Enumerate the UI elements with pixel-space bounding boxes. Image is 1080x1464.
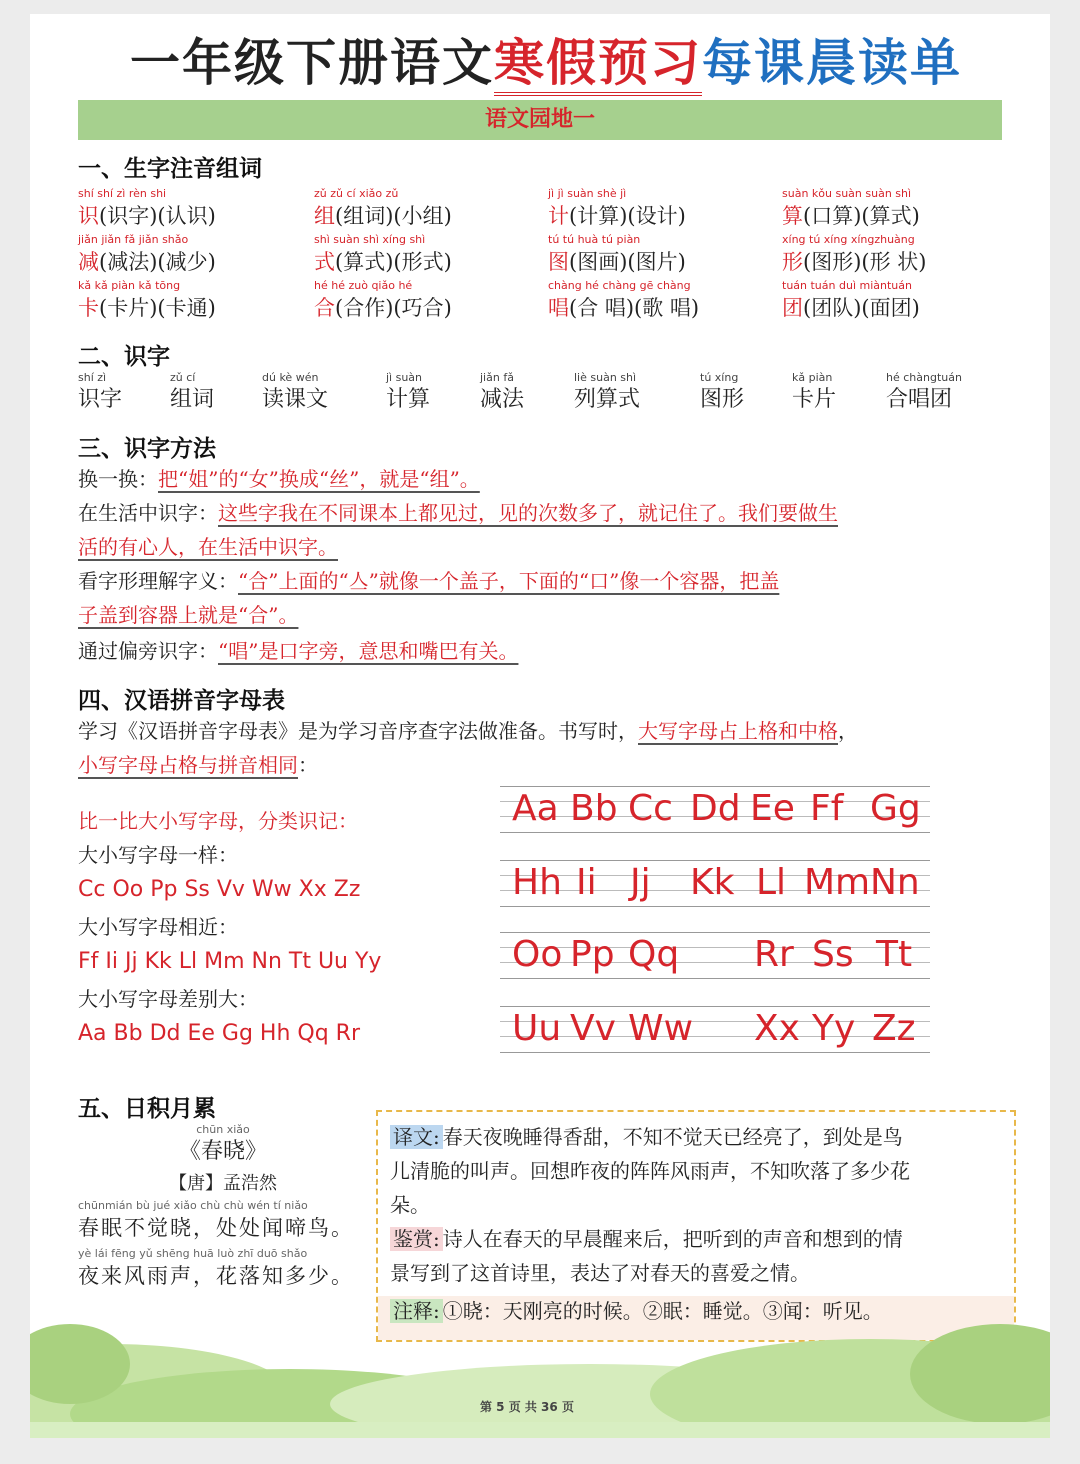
char-words — [782, 202, 920, 230]
char-examples: (识字)(认识) — [99, 204, 216, 228]
word-text: 计算 — [386, 387, 431, 412]
char-main: 识 — [78, 204, 99, 228]
appreciation — [390, 1222, 903, 1256]
poem-line-1 — [78, 1198, 354, 1242]
method-life — [78, 496, 838, 530]
word-pinyin: hé chàngtuán — [886, 371, 962, 384]
poem-line-2-text: 夜来风雨声，花落知多少。 — [78, 1264, 354, 1288]
word-pinyin: tú xíng — [700, 371, 739, 384]
lesson-banner: 语文园地一 — [78, 100, 1002, 140]
near-label: 大小写字母相近： — [78, 915, 238, 939]
char-examples: (卡片)(卡通) — [99, 296, 216, 320]
char-cell — [314, 232, 452, 276]
alphabet-letter-pair: Xx — [754, 1008, 800, 1049]
char-words — [548, 202, 686, 230]
grid-line — [500, 962, 930, 963]
char-main: 算 — [782, 204, 803, 228]
poem-line-1-pinyin: chūnmián bù jué xiǎo chù chù wén tí niǎo — [78, 1199, 308, 1212]
char-main: 唱 — [548, 296, 569, 320]
word-text: 减法 — [480, 387, 525, 412]
alphabet-letter-pair: Pp — [570, 934, 615, 975]
char-cell — [314, 278, 452, 322]
alphabet-letter-pair: Rr — [754, 934, 794, 975]
char-words — [314, 248, 452, 276]
char-pinyin: tú tú huà tú piàn — [548, 233, 641, 246]
section-2-heading: 二、识字 — [78, 344, 170, 370]
section-3-heading: 三、识字方法 — [78, 436, 216, 462]
char-main: 计 — [548, 204, 569, 228]
appreciation-line-2: 景写到了这首诗里，表达了对春天的喜爱之情。 — [390, 1261, 810, 1285]
char-examples: (口算)(算式) — [803, 204, 920, 228]
char-words — [548, 248, 686, 276]
word-item — [700, 370, 744, 414]
alphabet-letter-pair: Ww — [628, 1008, 694, 1049]
word-pinyin: shí zì — [78, 371, 107, 384]
alphabet-letter-pair: Ff — [810, 788, 844, 829]
char-main: 式 — [314, 250, 335, 274]
alphabet-letter-pair: Tt — [876, 934, 913, 975]
char-examples: (合 唱)(歌 唱) — [569, 296, 700, 320]
char-words — [78, 294, 216, 322]
word-text: 合唱团 — [886, 387, 953, 412]
near-letters: Ff Ii Jj Kk Ll Mm Nn Tt Uu Yy — [78, 949, 382, 974]
char-words — [782, 248, 926, 276]
alphabet-letter-pair: Oo — [512, 934, 563, 975]
alphabet-letter-pair: Bb — [570, 788, 618, 829]
alphabet-letter-pair: Kk — [690, 862, 735, 903]
alphabet-letter-pair: Ll — [756, 862, 787, 903]
alphabet-letter-pair: Cc — [628, 788, 673, 829]
grid-line — [500, 978, 930, 979]
char-words — [314, 294, 452, 322]
translation-tag: 译文: — [390, 1125, 443, 1149]
alphabet-letter-pair: Zz — [872, 1008, 916, 1049]
title-part-2: 寒假预习 — [494, 34, 702, 96]
pinyin-intro-text: 学习《汉语拼音字母表》是为学习音序查字法做准备。书写时， — [78, 719, 638, 743]
alphabet-row — [500, 786, 930, 832]
grid-line — [500, 1036, 930, 1037]
word-item — [262, 370, 328, 414]
char-words — [548, 294, 699, 322]
poem-line-2-pinyin: yè lái fēng yǔ shēng huā luò zhī duō shǎo — [78, 1247, 308, 1260]
char-examples: (算式)(形式) — [335, 250, 452, 274]
char-cell — [548, 278, 699, 322]
translation-line-2: 儿清脆的叫声。回想昨夜的阵阵风雨声，不知吹落了多少花 — [390, 1159, 910, 1183]
alphabet-letter-pair: Ee — [750, 788, 795, 829]
method-shape-label: 看字形理解字义： — [78, 569, 238, 593]
alphabet-letter-pair: Hh — [512, 862, 562, 903]
translation-line-3: 朵。 — [390, 1193, 430, 1217]
char-examples: (图形)(形 状) — [803, 250, 927, 274]
word-item — [78, 370, 122, 414]
method-shape — [78, 564, 779, 598]
word-item — [170, 370, 214, 414]
char-pinyin: jiǎn jiǎn fǎ jiǎn shǎo — [78, 233, 189, 246]
char-cell — [782, 186, 920, 230]
method-shape-answer-2: 子盖到容器上就是“合”。 — [78, 603, 299, 627]
method-radical — [78, 634, 518, 668]
poem-line-1-text: 春眠不觉晓，处处闻啼鸟。 — [78, 1216, 354, 1240]
alphabet-letter-pair: Mm — [804, 862, 871, 903]
word-text: 卡片 — [792, 387, 837, 412]
char-pinyin: zǔ zǔ cí xiǎo zǔ — [314, 187, 399, 200]
poem-line-2 — [78, 1246, 354, 1290]
char-cell — [78, 186, 216, 230]
char-main: 组 — [314, 204, 335, 228]
char-words — [314, 202, 452, 230]
char-words — [78, 202, 216, 230]
char-main: 卡 — [78, 296, 99, 320]
word-text: 读课文 — [262, 387, 329, 412]
grid-line — [500, 1052, 930, 1053]
poem-title: 《春晓》 — [178, 1139, 267, 1164]
diff-label: 大小写字母差别大： — [78, 987, 258, 1011]
method-shape-cont — [78, 598, 298, 632]
char-pinyin: shí shí zì rèn shi — [78, 187, 167, 200]
pinyin-intro-answer-1: 大写字母占上格和中格 — [638, 719, 838, 743]
diff-letters: Aa Bb Dd Ee Gg Hh Qq Rr — [78, 1021, 360, 1046]
section-1-heading: 一、生字注音组词 — [78, 156, 262, 182]
grid-line — [500, 906, 930, 907]
char-pinyin: suàn kǒu suàn suàn shì — [782, 187, 912, 200]
word-item — [574, 370, 640, 414]
alphabet-row — [500, 1006, 930, 1052]
section-5-heading: 五、日积月累 — [78, 1096, 216, 1122]
pinyin-intro — [78, 714, 858, 748]
char-main: 合 — [314, 296, 335, 320]
pinyin-intro-comma: ， — [838, 719, 858, 743]
char-main: 团 — [782, 296, 803, 320]
method-life-label: 在生活中识字： — [78, 501, 218, 525]
word-pinyin: liè suàn shì — [574, 371, 637, 384]
alphabet-letter-pair: Nn — [870, 862, 920, 903]
char-pinyin: chàng hé chàng gē chàng — [548, 279, 691, 292]
grid-line — [500, 932, 930, 933]
grid-line — [500, 1006, 930, 1007]
alphabet-letter-pair: Gg — [870, 788, 921, 829]
alphabet-letter-pair: Dd — [690, 788, 741, 829]
char-words — [782, 294, 920, 322]
char-main: 图 — [548, 250, 569, 274]
char-pinyin: kǎ kǎ piàn kǎ tōng — [78, 279, 181, 292]
appreciation-text: 诗人在春天的早晨醒来后，把听到的声音和想到的情 — [442, 1227, 903, 1251]
char-words — [78, 248, 216, 276]
char-examples: (团队)(面团) — [803, 296, 920, 320]
poem-title-pinyin: chūn xiǎo — [196, 1123, 250, 1136]
poem-author: 【唐】孟浩然 — [169, 1173, 277, 1194]
pinyin-intro-cont — [78, 748, 318, 782]
word-pinyin: jiǎn fǎ — [480, 371, 514, 384]
method-life-answer: 这些字我在不同课本上都见过，见的次数多了，就记住了。我们要做生 — [218, 501, 838, 525]
notes-text: ①晓：天刚亮的时候。②眠：睡觉。③闻：听见。 — [442, 1299, 883, 1323]
method-radical-answer: “唱”是口字旁，意思和嘴巴有关。 — [218, 639, 519, 663]
char-cell — [78, 232, 216, 276]
section-4-heading: 四、汉语拼音字母表 — [78, 688, 285, 714]
hills-decoration — [30, 1304, 1050, 1438]
word-text: 识字 — [78, 387, 123, 412]
char-examples: (组词)(小组) — [335, 204, 452, 228]
same-label: 大小写字母一样： — [78, 843, 238, 867]
pinyin-intro-answer-2: 小写字母占格与拼音相同 — [78, 753, 298, 777]
alphabet-letter-pair: Aa — [512, 788, 559, 829]
page-title — [130, 28, 962, 98]
alphabet-letter-pair: Ii — [576, 862, 597, 903]
alphabet-row — [500, 860, 930, 906]
poem-block — [78, 1122, 368, 1198]
word-text: 图形 — [700, 387, 745, 412]
method-shape-answer: “合”上面的“亼”就像一个盖子，下面的“口”像一个容器，把盖 — [238, 569, 780, 593]
word-pinyin: zǔ cí — [170, 371, 196, 384]
char-cell — [782, 232, 926, 276]
grid-line — [500, 1021, 930, 1022]
char-pinyin: shì suàn shì xíng shì — [314, 233, 426, 246]
word-item — [480, 370, 524, 414]
char-examples: (计算)(设计) — [569, 204, 686, 228]
translation-text: 春天夜晚睡得香甜，不知不觉天已经亮了，到处是鸟 — [442, 1125, 903, 1149]
char-pinyin: tuán tuán duì miàntuán — [782, 279, 912, 292]
appreciation-tag: 鉴赏: — [390, 1227, 443, 1251]
char-cell — [78, 278, 216, 322]
method-radical-label: 通过偏旁识字： — [78, 639, 218, 663]
char-pinyin: jì jì suàn shè jì — [548, 187, 627, 200]
alphabet-letter-pair: Yy — [812, 1008, 856, 1049]
char-examples: (减法)(减少) — [99, 250, 216, 274]
char-pinyin: xíng tú xíng xíngzhuàng — [782, 233, 915, 246]
word-item — [792, 370, 836, 414]
alphabet-letter-pair: Uu — [512, 1008, 562, 1049]
compare-heading: 比一比大小写字母，分类识记： — [78, 809, 358, 833]
worksheet-page — [30, 14, 1050, 1438]
alphabet-letter-pair: Ss — [812, 934, 854, 975]
notes-tag: 注释: — [390, 1299, 443, 1323]
char-examples: (合作)(巧合) — [335, 296, 452, 320]
char-pinyin: hé hé zuò qiǎo hé — [314, 279, 413, 292]
pinyin-intro-end: ： — [298, 753, 318, 777]
method-swap-answer: 把“姐”的“女”换成“丝”，就是“组”。 — [158, 467, 480, 491]
char-cell — [548, 186, 686, 230]
char-cell — [314, 186, 452, 230]
same-letters: Cc Oo Pp Ss Vv Ww Xx Zz — [78, 877, 361, 902]
char-cell — [782, 278, 920, 322]
alphabet-letter-pair: Qq — [628, 934, 680, 975]
word-pinyin: kǎ piàn — [792, 371, 833, 384]
method-swap-label: 换一换： — [78, 467, 158, 491]
translation — [390, 1120, 903, 1154]
word-pinyin: jì suàn — [386, 371, 423, 384]
page-footer: 第 5 页 共 36 页 — [480, 1400, 574, 1414]
char-main: 形 — [782, 250, 803, 274]
alphabet-letter-pair: Vv — [570, 1008, 616, 1049]
grid-line — [500, 947, 930, 948]
word-pinyin: dú kè wén — [262, 371, 319, 384]
grid-line — [500, 832, 930, 833]
word-item — [386, 370, 430, 414]
word-item — [886, 370, 962, 414]
word-text: 组词 — [170, 387, 215, 412]
char-main: 减 — [78, 250, 99, 274]
char-cell — [548, 232, 686, 276]
method-life-answer-2: 活的有心人，在生活中识字。 — [78, 535, 338, 559]
alphabet-row — [500, 932, 930, 978]
method-swap — [78, 462, 480, 496]
alphabet-letter-pair: Jj — [630, 862, 651, 903]
char-examples: (图画)(图片) — [569, 250, 686, 274]
title-part-3: 每课晨读单 — [702, 34, 962, 92]
method-life-cont — [78, 530, 338, 564]
word-text: 列算式 — [574, 387, 641, 412]
title-part-1: 一年级下册语文 — [130, 34, 494, 92]
